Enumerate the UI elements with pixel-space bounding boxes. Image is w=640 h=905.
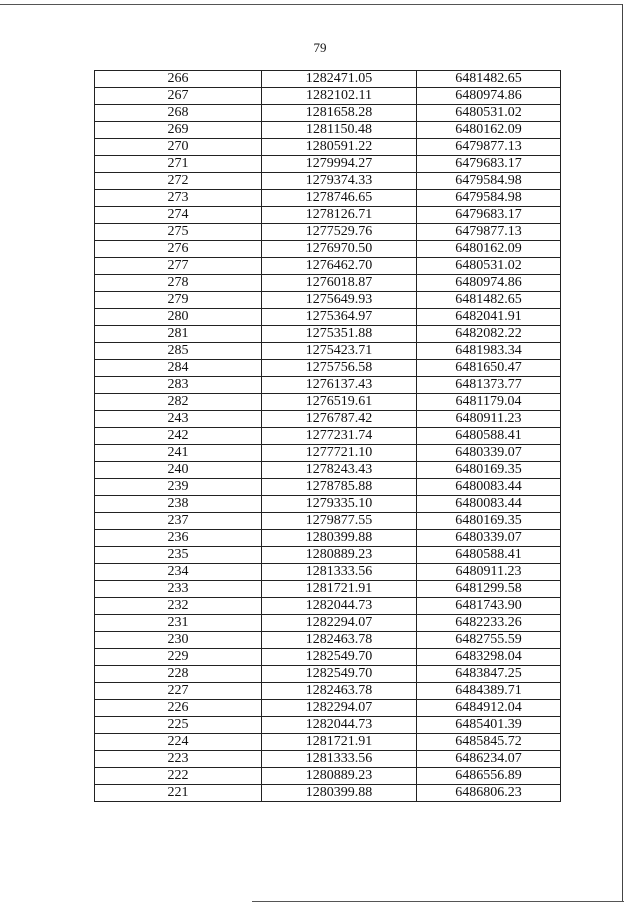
x-coordinate-cell: 1275649.93 bbox=[262, 292, 417, 309]
point-number-cell: 243 bbox=[95, 411, 262, 428]
point-number-cell: 223 bbox=[95, 751, 262, 768]
point-number-cell: 227 bbox=[95, 683, 262, 700]
table-row bbox=[95, 751, 561, 768]
y-coordinate-cell: 6481650.47 bbox=[417, 360, 561, 377]
y-coordinate-cell: 6482755.59 bbox=[417, 632, 561, 649]
y-coordinate-cell: 6479683.17 bbox=[417, 207, 561, 224]
point-number-cell: 232 bbox=[95, 598, 262, 615]
y-coordinate-cell: 6480531.02 bbox=[417, 258, 561, 275]
y-coordinate-cell: 6481299.58 bbox=[417, 581, 561, 598]
x-coordinate-cell: 1282471.05 bbox=[262, 71, 417, 88]
point-number-cell: 270 bbox=[95, 139, 262, 156]
x-coordinate-cell: 1280399.88 bbox=[262, 785, 417, 802]
y-coordinate-cell: 6480169.35 bbox=[417, 462, 561, 479]
y-coordinate-cell: 6484389.71 bbox=[417, 683, 561, 700]
table-row bbox=[95, 122, 561, 139]
x-coordinate-cell: 1276970.50 bbox=[262, 241, 417, 258]
point-number-cell: 268 bbox=[95, 105, 262, 122]
y-coordinate-cell: 6480911.23 bbox=[417, 411, 561, 428]
y-coordinate-cell: 6480588.41 bbox=[417, 428, 561, 445]
point-number-cell: 228 bbox=[95, 666, 262, 683]
table-row bbox=[95, 785, 561, 802]
point-number-cell: 240 bbox=[95, 462, 262, 479]
table-row bbox=[95, 598, 561, 615]
point-number-cell: 226 bbox=[95, 700, 262, 717]
point-number-cell: 229 bbox=[95, 649, 262, 666]
point-number-cell: 283 bbox=[95, 377, 262, 394]
table-row bbox=[95, 632, 561, 649]
x-coordinate-cell: 1277721.10 bbox=[262, 445, 417, 462]
x-coordinate-cell: 1280889.23 bbox=[262, 547, 417, 564]
table-row bbox=[95, 105, 561, 122]
table-row bbox=[95, 564, 561, 581]
x-coordinate-cell: 1282463.78 bbox=[262, 683, 417, 700]
table-row bbox=[95, 139, 561, 156]
table-row bbox=[95, 411, 561, 428]
x-coordinate-cell: 1281721.91 bbox=[262, 581, 417, 598]
table-row bbox=[95, 683, 561, 700]
table-row bbox=[95, 190, 561, 207]
y-coordinate-cell: 6480339.07 bbox=[417, 445, 561, 462]
y-coordinate-cell: 6480083.44 bbox=[417, 496, 561, 513]
table-row bbox=[95, 292, 561, 309]
x-coordinate-cell: 1280399.88 bbox=[262, 530, 417, 547]
point-number-cell: 273 bbox=[95, 190, 262, 207]
table-row bbox=[95, 734, 561, 751]
point-number-cell: 239 bbox=[95, 479, 262, 496]
x-coordinate-cell: 1281333.56 bbox=[262, 751, 417, 768]
y-coordinate-cell: 6480083.44 bbox=[417, 479, 561, 496]
x-coordinate-cell: 1282044.73 bbox=[262, 598, 417, 615]
y-coordinate-cell: 6481743.90 bbox=[417, 598, 561, 615]
y-coordinate-cell: 6481983.34 bbox=[417, 343, 561, 360]
x-coordinate-cell: 1276519.61 bbox=[262, 394, 417, 411]
x-coordinate-cell: 1281721.91 bbox=[262, 734, 417, 751]
point-number-cell: 275 bbox=[95, 224, 262, 241]
y-coordinate-cell: 6480974.86 bbox=[417, 88, 561, 105]
x-coordinate-cell: 1276462.70 bbox=[262, 258, 417, 275]
y-coordinate-cell: 6485401.39 bbox=[417, 717, 561, 734]
point-number-cell: 278 bbox=[95, 275, 262, 292]
x-coordinate-cell: 1282549.70 bbox=[262, 666, 417, 683]
y-coordinate-cell: 6486806.23 bbox=[417, 785, 561, 802]
point-number-cell: 242 bbox=[95, 428, 262, 445]
table-row bbox=[95, 445, 561, 462]
table-row bbox=[95, 700, 561, 717]
y-coordinate-cell: 6479584.98 bbox=[417, 173, 561, 190]
x-coordinate-cell: 1282463.78 bbox=[262, 632, 417, 649]
table-row bbox=[95, 513, 561, 530]
table-row bbox=[95, 649, 561, 666]
point-number-cell: 235 bbox=[95, 547, 262, 564]
y-coordinate-cell: 6479877.13 bbox=[417, 139, 561, 156]
table-row bbox=[95, 360, 561, 377]
y-coordinate-cell: 6480588.41 bbox=[417, 547, 561, 564]
table-row bbox=[95, 241, 561, 258]
x-coordinate-cell: 1282294.07 bbox=[262, 700, 417, 717]
x-coordinate-cell: 1275756.58 bbox=[262, 360, 417, 377]
table-row bbox=[95, 717, 561, 734]
table-row bbox=[95, 71, 561, 88]
point-number-cell: 282 bbox=[95, 394, 262, 411]
point-number-cell: 279 bbox=[95, 292, 262, 309]
table-row bbox=[95, 156, 561, 173]
table-row bbox=[95, 462, 561, 479]
point-number-cell: 274 bbox=[95, 207, 262, 224]
page-right-rule bbox=[622, 4, 623, 901]
x-coordinate-cell: 1282102.11 bbox=[262, 88, 417, 105]
x-coordinate-cell: 1281658.28 bbox=[262, 105, 417, 122]
x-coordinate-cell: 1277231.74 bbox=[262, 428, 417, 445]
point-number-cell: 225 bbox=[95, 717, 262, 734]
x-coordinate-cell: 1281150.48 bbox=[262, 122, 417, 139]
x-coordinate-cell: 1277529.76 bbox=[262, 224, 417, 241]
y-coordinate-cell: 6482041.91 bbox=[417, 309, 561, 326]
y-coordinate-cell: 6481482.65 bbox=[417, 292, 561, 309]
point-number-cell: 237 bbox=[95, 513, 262, 530]
y-coordinate-cell: 6484912.04 bbox=[417, 700, 561, 717]
x-coordinate-cell: 1278243.43 bbox=[262, 462, 417, 479]
table-row bbox=[95, 666, 561, 683]
x-coordinate-cell: 1280889.23 bbox=[262, 768, 417, 785]
y-coordinate-cell: 6483298.04 bbox=[417, 649, 561, 666]
table-row bbox=[95, 394, 561, 411]
page-bottom-rule bbox=[252, 901, 624, 902]
coordinates-table-body bbox=[95, 71, 561, 802]
y-coordinate-cell: 6479683.17 bbox=[417, 156, 561, 173]
x-coordinate-cell: 1278785.88 bbox=[262, 479, 417, 496]
point-number-cell: 233 bbox=[95, 581, 262, 598]
x-coordinate-cell: 1278746.65 bbox=[262, 190, 417, 207]
table-row bbox=[95, 173, 561, 190]
point-number-cell: 236 bbox=[95, 530, 262, 547]
y-coordinate-cell: 6480974.86 bbox=[417, 275, 561, 292]
point-number-cell: 281 bbox=[95, 326, 262, 343]
point-number-cell: 230 bbox=[95, 632, 262, 649]
table-row bbox=[95, 309, 561, 326]
x-coordinate-cell: 1276787.42 bbox=[262, 411, 417, 428]
point-number-cell: 267 bbox=[95, 88, 262, 105]
point-number-cell: 285 bbox=[95, 343, 262, 360]
point-number-cell: 222 bbox=[95, 768, 262, 785]
table-row bbox=[95, 88, 561, 105]
y-coordinate-cell: 6480911.23 bbox=[417, 564, 561, 581]
coordinates-table bbox=[94, 70, 561, 802]
point-number-cell: 276 bbox=[95, 241, 262, 258]
point-number-cell: 231 bbox=[95, 615, 262, 632]
x-coordinate-cell: 1278126.71 bbox=[262, 207, 417, 224]
point-number-cell: 266 bbox=[95, 71, 262, 88]
x-coordinate-cell: 1275351.88 bbox=[262, 326, 417, 343]
x-coordinate-cell: 1282294.07 bbox=[262, 615, 417, 632]
x-coordinate-cell: 1280591.22 bbox=[262, 139, 417, 156]
point-number-cell: 272 bbox=[95, 173, 262, 190]
page-number: 79 bbox=[313, 40, 327, 55]
y-coordinate-cell: 6480162.09 bbox=[417, 241, 561, 258]
y-coordinate-cell: 6479877.13 bbox=[417, 224, 561, 241]
table-row bbox=[95, 258, 561, 275]
point-number-cell: 241 bbox=[95, 445, 262, 462]
x-coordinate-cell: 1282044.73 bbox=[262, 717, 417, 734]
y-coordinate-cell: 6480162.09 bbox=[417, 122, 561, 139]
x-coordinate-cell: 1279994.27 bbox=[262, 156, 417, 173]
point-number-cell: 284 bbox=[95, 360, 262, 377]
table-row bbox=[95, 496, 561, 513]
y-coordinate-cell: 6481373.77 bbox=[417, 377, 561, 394]
table-row bbox=[95, 377, 561, 394]
x-coordinate-cell: 1276137.43 bbox=[262, 377, 417, 394]
x-coordinate-cell: 1282549.70 bbox=[262, 649, 417, 666]
y-coordinate-cell: 6481179.04 bbox=[417, 394, 561, 411]
table-row bbox=[95, 207, 561, 224]
y-coordinate-cell: 6482233.26 bbox=[417, 615, 561, 632]
point-number-cell: 271 bbox=[95, 156, 262, 173]
y-coordinate-cell: 6480169.35 bbox=[417, 513, 561, 530]
x-coordinate-cell: 1276018.87 bbox=[262, 275, 417, 292]
table-row bbox=[95, 581, 561, 598]
y-coordinate-cell: 6483847.25 bbox=[417, 666, 561, 683]
y-coordinate-cell: 6479584.98 bbox=[417, 190, 561, 207]
point-number-cell: 238 bbox=[95, 496, 262, 513]
table-row bbox=[95, 224, 561, 241]
y-coordinate-cell: 6482082.22 bbox=[417, 326, 561, 343]
table-row bbox=[95, 479, 561, 496]
table-row bbox=[95, 343, 561, 360]
table-row bbox=[95, 615, 561, 632]
table-row bbox=[95, 768, 561, 785]
y-coordinate-cell: 6480531.02 bbox=[417, 105, 561, 122]
table-row bbox=[95, 275, 561, 292]
y-coordinate-cell: 6486556.89 bbox=[417, 768, 561, 785]
x-coordinate-cell: 1279374.33 bbox=[262, 173, 417, 190]
point-number-cell: 224 bbox=[95, 734, 262, 751]
point-number-cell: 234 bbox=[95, 564, 262, 581]
y-coordinate-cell: 6486234.07 bbox=[417, 751, 561, 768]
point-number-cell: 280 bbox=[95, 309, 262, 326]
x-coordinate-cell: 1281333.56 bbox=[262, 564, 417, 581]
x-coordinate-cell: 1275364.97 bbox=[262, 309, 417, 326]
x-coordinate-cell: 1279877.55 bbox=[262, 513, 417, 530]
x-coordinate-cell: 1279335.10 bbox=[262, 496, 417, 513]
point-number-cell: 277 bbox=[95, 258, 262, 275]
page-top-rule bbox=[0, 4, 622, 5]
table-row bbox=[95, 428, 561, 445]
table-row bbox=[95, 530, 561, 547]
table-row bbox=[95, 547, 561, 564]
y-coordinate-cell: 6485845.72 bbox=[417, 734, 561, 751]
y-coordinate-cell: 6481482.65 bbox=[417, 71, 561, 88]
point-number-cell: 221 bbox=[95, 785, 262, 802]
point-number-cell: 269 bbox=[95, 122, 262, 139]
y-coordinate-cell: 6480339.07 bbox=[417, 530, 561, 547]
x-coordinate-cell: 1275423.71 bbox=[262, 343, 417, 360]
table-row bbox=[95, 326, 561, 343]
